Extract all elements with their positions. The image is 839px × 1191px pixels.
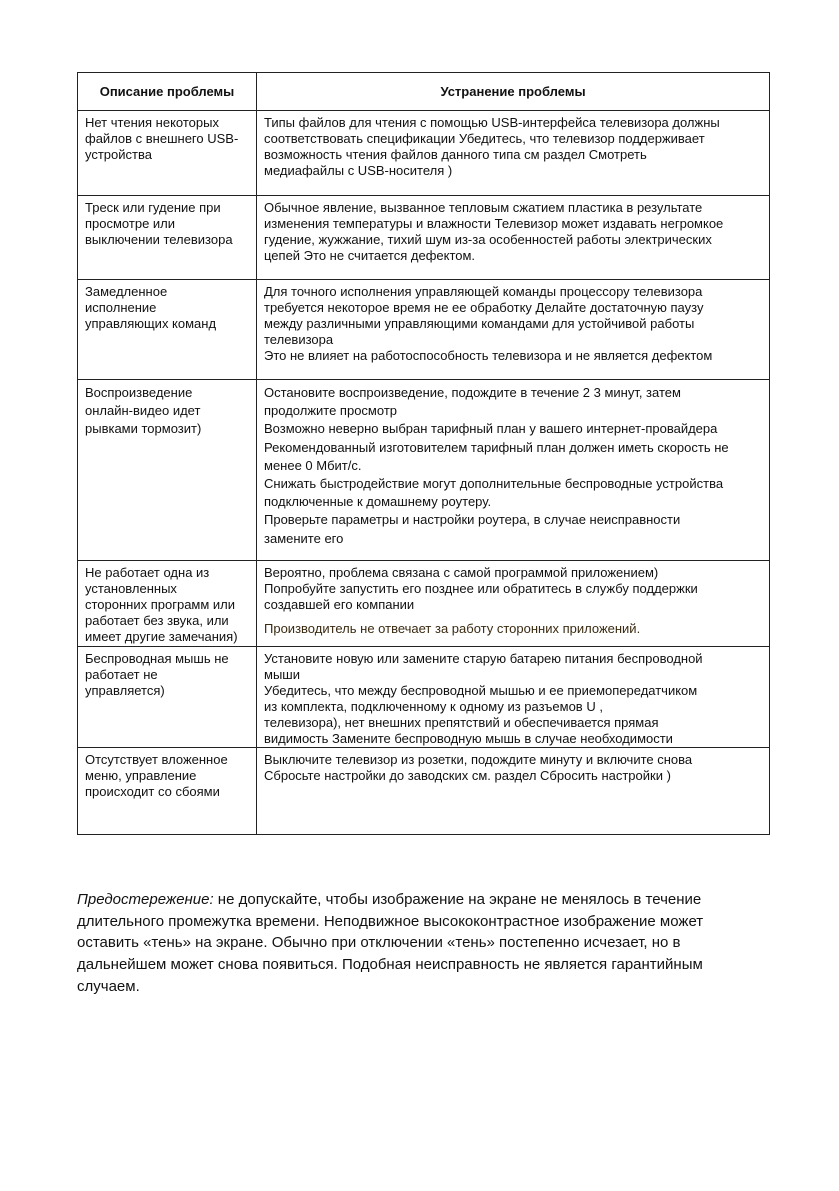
header-problem: Описание проблемы [78, 73, 257, 111]
problem-cell: Не работает одна из установленных сторонних программ или работает без звука, или имеет другие замечания) [78, 561, 257, 647]
troubleshooting-table [77, 72, 770, 835]
table-header-row [78, 73, 770, 111]
solution-cell: Для точного исполнения управляющей команды процессору телевизора требуется некоторое время не ее обработку Делайте достаточную паузу между различными управляющими командами для устойчивой работы телевизора Это не влияет на работоспособность телевизора и не является дефектом [257, 280, 770, 380]
problem-cell: Треск или гудение при просмотре или выключении телевизора [78, 196, 257, 280]
solution-cell: Обычное явление, вызванное тепловым сжатием пластика в результате изменения температуры и влажности Телевизор может издавать негромкое гудение, жужжание, тихий шум из-за особенностей работы электрических цепей Это не считается дефектом. [257, 196, 770, 280]
caution-label: Предостережение: [77, 891, 214, 908]
header-solution: Устранение проблемы [257, 73, 770, 111]
table-row [78, 111, 770, 196]
solution-cell: Выключите телевизор из розетки, подождите минуту и включите снова Сбросьте настройки до заводских см. раздел Сбросить настройки ) [257, 748, 770, 835]
problem-cell: Нет чтения некоторых файлов с внешнего USB- устройства [78, 111, 257, 196]
problem-cell: Замедленное исполнение управляющих команд [78, 280, 257, 380]
caution-text: не допускайте, чтобы изображение на экране не менялось в течение длительного промежутка времени. Неподвижное высококонтрастное изображение может оставить «тень» на экране. Обычно при отключении «тень» постепенно исчезает, но в дальнейшем может снова появиться. Подобная неисправность не является гарантийным случаем. [77, 891, 704, 995]
table-row [78, 647, 770, 748]
problem-cell: Беспроводная мышь не работает не управляется) [78, 647, 257, 748]
solution-cell [257, 561, 770, 647]
caution-paragraph [77, 889, 767, 998]
table-row [78, 380, 770, 561]
solution-cell: Установите новую или замените старую батарею питания беспроводной мыши Убедитесь, что между беспроводной мышью и ее приемопередатчиком из комплекта, подключенному к одному из разъемов U , телевизора), нет внешних препятствий и обеспечивается прямая видимость Замените беспроводную мышь в случае необходимости [257, 647, 770, 748]
solution-cell: Остановите воспроизведение, подождите в течение 2 3 минут, затем продолжите просмотр Возможно неверно выбран тарифный план у вашего интернет-провайдера Рекомендованный изготовителем тарифный план должен иметь скорость не менее 0 Мбит/с. Снижать быстродействие могут дополнительные беспроводные устройства подключенные к домашнему роутеру. Проверьте параметры и настройки роутера, в случае неисправности замените его [257, 380, 770, 561]
solution-cell: Типы файлов для чтения с помощью USB-интерфейса телевизора должны соответствовать спецификации Убедитесь, что телевизор поддерживает возможность чтения файлов данного типа см раздел Смотреть медиафайлы с USB-носителя ) [257, 111, 770, 196]
problem-cell: Воспроизведение онлайн-видео идет рывками тормозит) [78, 380, 257, 561]
table-row [78, 196, 770, 280]
solution-text: Вероятно, проблема связана с самой программой приложением) Попробуйте запустить его позднее или обратитесь в службу поддержки создавшей его компании [264, 565, 698, 612]
table-row [78, 280, 770, 380]
table-row [78, 748, 770, 835]
disclaimer-note: Производитель не отвечает за работу сторонних приложений. [264, 621, 641, 636]
problem-cell: Отсутствует вложенное меню, управление происходит со сбоями [78, 748, 257, 835]
table-row [78, 561, 770, 647]
